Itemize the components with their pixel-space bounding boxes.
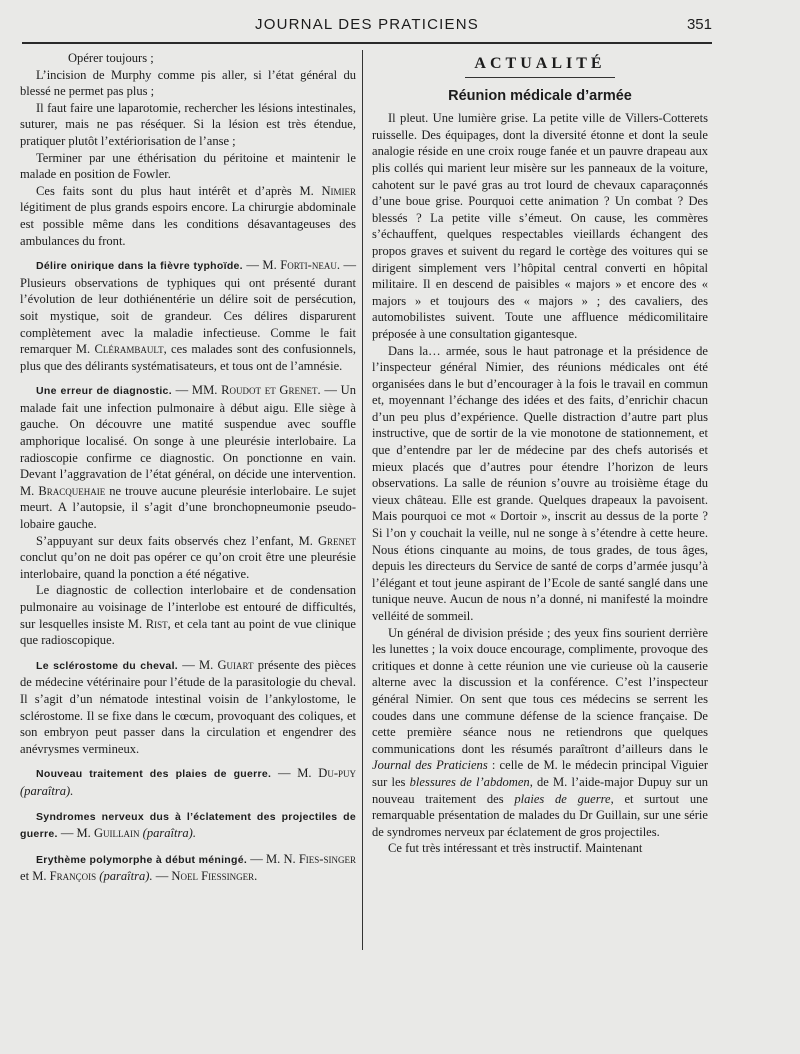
text-run: plaies de guerre [514,791,611,806]
paragraph: Opérer toujours ; [68,51,154,65]
section-title: ACTUALITÉ [474,55,606,72]
author-name: Bracquehaie [38,483,106,498]
paragraph: Terminer par une éthérisation du péritoine et maintenir le malade en position de Fowler. [20,150,356,182]
report-heading: Une erreur de diagnostic. [36,385,172,398]
report-erytheme [20,851,356,885]
paragraph [20,582,356,648]
text-run: , ces malades sont des confusionnels, plus que des délirants systématisateurs, et tous ont de l’amnésie. [20,342,357,373]
text-run: Le diagnostic de collection interlobaire et de condensation pulmonaire au voisinage de l’interlobe est entouré de difficultés, sur lesquelles insiste M. [20,583,356,631]
text-run: , et cela tant au point de vue clinique que radioscopique. [20,616,356,648]
text-run: — M. [57,826,94,841]
paragraph [20,533,356,583]
paragraph: Ce fut très intéressant et très instructif. Maintenant [388,841,643,856]
text-run: présente des pièces de médecine vétérinaire pour l’étude de la parasitologie du cheval. Il s’agit d’un nématode intestinal voisin de l’ankylostome, le sclérostome. Il se fixe dans le cœcum, provoquant des coliques, et son embryon peut passer dans la circulation et engendrer des anévrysmes vermineux. [20,657,356,756]
text-run: — M. [178,657,218,672]
page-number: 351 [686,16,712,33]
text-run: . — Plusieurs observations de typhiques qui ont présenté durant l’évolution de leur dothiénentérie un délire soit de persécution, soit mystique, soit de grandeur. Ces délires disparurent complètement avec la maladie infectieuse. Comme le fait remarquer M. [20,258,357,357]
report-heading: Le sclérostome du cheval. [36,659,179,672]
report-syndromes [20,808,356,843]
text-run: — [152,869,172,884]
article-title: Réunion médicale d’armée [448,87,632,104]
report-sclerostome [20,657,356,758]
text-run: blessures de l’abdomen [409,774,530,789]
text-run: S’appuyant sur deux faits observés chez l’enfant, M. [36,533,318,548]
author-name: Roudot et Grenet [221,383,318,398]
report-heading: Nouveau traitement des plaies de guerre. [36,768,272,781]
author-name: Fies-singer [298,851,356,866]
text-run: conclut qu’on ne doit pas opérer ce qu’on croit être une pleurésie interlobaire, quand la ponction a été négative. [20,550,356,581]
text-run: — M. N. [247,851,299,866]
text-run: — M. [271,766,319,781]
author-name: Guiart [217,657,254,672]
signature: Noel Fiessinger. [171,869,258,884]
column-divider [362,50,363,950]
author-name: Du-puy [318,766,357,781]
author-name: Grenet [317,533,356,548]
section-rule [465,77,615,78]
report-plaies [20,765,356,799]
text-run: — M. [242,258,281,273]
paragraph: Il faut faire une laparotomie, rechercher les lésions intestinales, suturer, mais ne pas réséquer. Si la lésion est très étendue, pratiquer plutôt l’extériorisation de l’anse ; [20,100,356,148]
author-name: Forti-neau [280,258,337,273]
report-heading: Erythème polymorphe à début méningé. [36,853,248,866]
paragraph: Dans la… armée, sous le haut patronage et la présidence de l’inspecteur général Nimier, des réunions médicales ont été organisées dans le but d’encourager à la fois le travail en commun et, moyennant l’échange des idées et des faits, d’enrichir chacun d’un peu plus d’expérience. Quelle distraction d’autre part plus instructive, que de sortir de la vie monotone de stationnement, et que d’entendre par ler de médecine par des chefs autorisés et mieux placés que d’autres pour étendre l’horizon de leurs observations. La salle de réunion s’ouvre au troisième étage du vieux château. Elle est grande. Quelques drapeaux la pavoisent. Mais pourquoi ce mot « Dortoir », inscrit au dessus de la porte ? Si l’on y couchait la veille, nul ne songe à s’étendre à cette heure. Nous étions cinquante au moins, de tous grades, de tous âges, depuis les directeurs du Service de santé de corps d’armée jusqu’à l’élégant et tout jeune aspirant de l’Ecole de santé sanglé dans une tunique neuve. Aucun de nous n’a donné, ni manifesté la moindre velléité de sommeil. [372,343,708,623]
report-heading: Syndromes nerveux dus à l’éclatement des projectiles de guerre. [20,810,356,841]
text-run: légitiment de plus grands espoirs encore. La chirurgie abdominale est possible même dans les conditions désavantageuses des ambulances du front. [20,200,356,248]
paragraph: L’incision de Murphy comme pis aller, si l’état général du blessé ne permet pas plus ; [20,67,356,99]
right-column [372,50,708,857]
author-name: Nimier [321,183,356,198]
text-run: , de M. l’aide-major Dupuy sur un nouveau traitement des [372,774,708,806]
author-name: François [49,869,97,884]
left-column [20,50,356,885]
report-delire [20,257,356,374]
author-name: Rist [145,616,168,631]
text-run: — MM. [171,383,222,398]
journal-name: Journal des Praticiens [372,758,488,773]
text-run: : celle de M. le médecin principal Viguier sur les [372,758,708,789]
text-run: , et surtout une remarquable présentation de malades du Dr Guillain, sur une série de syndromes nerveux par éclatement de gros projectiles. [372,791,708,839]
report-erreur [20,382,356,532]
paragraph: Il pleut. Une lumière grise. La petite ville de Villers-Cotterets ruisselle. Des équipages, dont la diversité étonne et dont la seule analogie réside en une croix rouge fanée et un pauvre drapeau aux plis collés qui marient leur misère sur les panneaux de la voiture, cahotent sur le pavé gras au trot lourd de chevaux caparaçonnés d’une boue grise. Pourquoi cette animation ? Un combat ? Des blessés ? La petite ville s’émeut. On cause, les commères s’échauffent, quelques respectables vieillards échangent des propos graves et suivent du regard le cortège des voitures qui se dirigent simplement vers l’hôpital central converti en hôpital militaire. Il en descend de paisibles « majors » et encore des « majors » et toujours des « majors » ; des cavaliers, des automobilistes suivent. Toute une affluence médicomilitaire préposée à une consultation gigantesque. [372,111,708,341]
author-name: Clérambault [94,342,164,357]
text-run: (paraîtra). [139,826,196,841]
text-run: (paraîtra). [20,783,74,798]
journal-title: JOURNAL DES PRATICIENS [255,16,479,33]
text-run: . — Un malade fait une infection pulmonaire à début aigu. Elle siège à gauche. On découvre une matité suspendue avec souffle amphorique localisé. On songe à une pleurésie interlobaire. La radioscopie confirme ce diagnostic. On ponctionne en vain. Devant l’aggravation de l’état général, on décide une intervention. M. [20,383,356,498]
page-header [22,14,712,44]
report-heading: Délire onirique dans la fièvre typhoïde. [36,260,243,273]
text-run: Ces faits sont du plus haut intérêt et d’après M. [36,183,322,198]
text-run: et M. [20,869,50,884]
author-name: Guillain [93,826,140,841]
paragraph [20,183,356,249]
text-run: ne trouve aucune pleurésie interlobaire. Le sujet meurt. A l’autopsie, il s’agit d’une bronchopneumonie pseudo-lobaire gauche. [20,483,356,532]
text-run: (paraîtra). [96,869,153,884]
text-run: Un général de division préside ; des yeux fins sourient derrière les lunettes ; la voix douce encourage, complimente, provoque des critiques et donne à cette réunion une vie curieuse où la causerie alterne avec la discussion et la conférence. C’est l’inspecteur général Nimier. On sent que tous ces médecins se serrent les coudes dans une commune défense de la science française. De cette première séance nous ne retiendrons que quelques communications dont les résumés paraîtront d’ailleurs dans le [372,625,708,756]
paragraph [372,625,708,841]
